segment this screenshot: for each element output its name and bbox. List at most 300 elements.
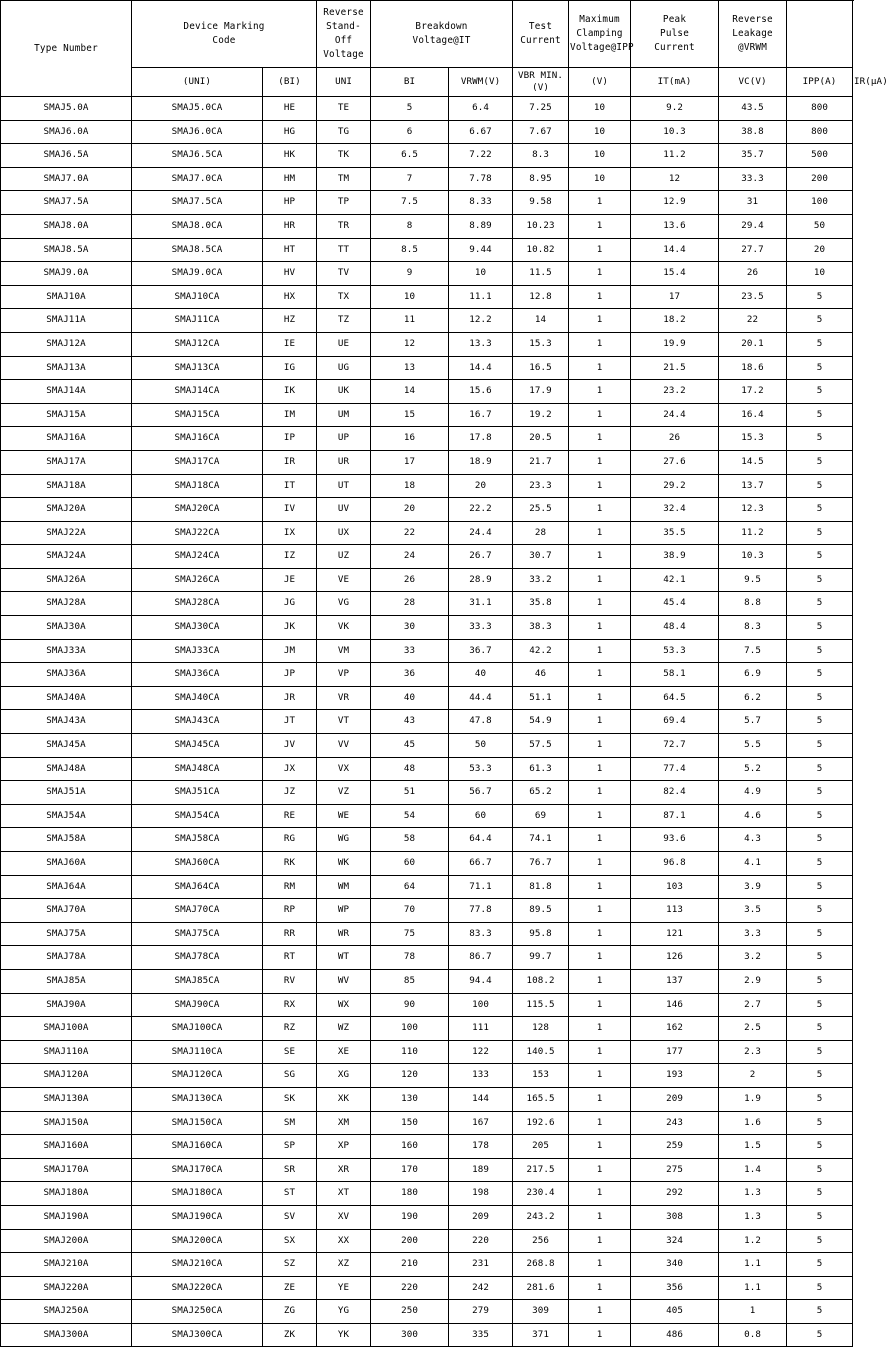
cell-mark-bi: XX [317,1229,371,1253]
table-row [1,804,853,828]
cell-vbr-min: 220 [449,1229,513,1253]
cell-type-uni: SMAJ14A [1,380,132,404]
header-reverse-stand-off-voltage [317,1,371,68]
cell-vrwm: 220 [371,1276,449,1300]
cell-it: 1 [569,238,631,262]
cell-type-uni: SMAJ64A [1,875,132,899]
cell-vbr-max: 95.8 [513,922,569,946]
cell-mark-uni: RK [263,852,317,876]
cell-vbr-max: 23.3 [513,474,569,498]
cell-vc: 27.6 [631,450,719,474]
cell-ipp: 3.9 [719,875,787,899]
cell-ir: 10 [787,262,853,286]
cell-type-uni: SMAJ75A [1,922,132,946]
cell-ipp: 4.9 [719,781,787,805]
cell-it: 1 [569,1229,631,1253]
cell-ipp: 2 [719,1064,787,1088]
cell-mark-uni: RG [263,828,317,852]
cell-ir: 5 [787,1300,853,1324]
cell-ir: 5 [787,781,853,805]
cell-type-bi: SMAJ60CA [132,852,263,876]
cell-ipp: 23.5 [719,285,787,309]
cell-mark-uni: SG [263,1064,317,1088]
cell-vrwm: 110 [371,1040,449,1064]
cell-mark-bi: XR [317,1158,371,1182]
table-row [1,474,853,498]
cell-vrwm: 130 [371,1087,449,1111]
cell-ipp: 14.5 [719,450,787,474]
cell-vbr-max: 205 [513,1135,569,1159]
cell-vbr-max: 140.5 [513,1040,569,1064]
cell-type-uni: SMAJ9.0A [1,262,132,286]
cell-vc: 11.2 [631,144,719,168]
cell-vbr-min: 122 [449,1040,513,1064]
table-row [1,828,853,852]
cell-type-bi: SMAJ30CA [132,616,263,640]
cell-ipp: 1.1 [719,1276,787,1300]
cell-vbr-min: 279 [449,1300,513,1324]
cell-vrwm: 15 [371,403,449,427]
header-line: Reverse [732,14,773,26]
cell-vbr-min: 100 [449,993,513,1017]
cell-ir: 5 [787,309,853,333]
cell-vbr-min: 56.7 [449,781,513,805]
cell-vbr-min: 111 [449,1017,513,1041]
subheader-line: UNI [335,75,352,87]
cell-vbr-min: 14.4 [449,356,513,380]
cell-mark-bi: WR [317,922,371,946]
cell-it: 1 [569,757,631,781]
cell-type-bi: SMAJ75CA [132,922,263,946]
cell-type-bi: SMAJ45CA [132,734,263,758]
cell-mark-bi: XP [317,1135,371,1159]
cell-type-uni: SMAJ6.5A [1,144,132,168]
cell-type-uni: SMAJ220A [1,1276,132,1300]
cell-vbr-max: 281.6 [513,1276,569,1300]
cell-ipp: 2.3 [719,1040,787,1064]
cell-vbr-min: 47.8 [449,710,513,734]
cell-type-uni: SMAJ300A [1,1323,132,1347]
header-line: Pulse [660,28,690,40]
cell-vc: 146 [631,993,719,1017]
cell-vrwm: 16 [371,427,449,451]
cell-vbr-max: 20.5 [513,427,569,451]
cell-mark-bi: XK [317,1087,371,1111]
subheader-vrwm [449,68,513,97]
cell-it: 1 [569,521,631,545]
cell-mark-uni: RM [263,875,317,899]
cell-it: 1 [569,734,631,758]
cell-vc: 113 [631,899,719,923]
cell-vbr-max: 230.4 [513,1182,569,1206]
cell-ir: 200 [787,167,853,191]
cell-vc: 243 [631,1111,719,1135]
cell-ipp: 27.7 [719,238,787,262]
cell-type-uni: SMAJ15A [1,403,132,427]
cell-type-bi: SMAJ190CA [132,1205,263,1229]
cell-ir: 5 [787,285,853,309]
cell-mark-bi: UR [317,450,371,474]
cell-vbr-max: 165.5 [513,1087,569,1111]
cell-vrwm: 90 [371,993,449,1017]
cell-vc: 64.5 [631,686,719,710]
cell-vbr-max: 192.6 [513,1111,569,1135]
cell-mark-uni: JZ [263,781,317,805]
header-line: Code [212,35,236,46]
cell-type-uni: SMAJ16A [1,427,132,451]
cell-mark-bi: WK [317,852,371,876]
cell-ir: 5 [787,332,853,356]
cell-vc: 77.4 [631,757,719,781]
header-line: Type Number [34,42,98,54]
header-line: Breakdown [415,21,468,33]
table-row [1,214,853,238]
cell-it: 10 [569,167,631,191]
cell-mark-bi: XG [317,1064,371,1088]
table-row [1,969,853,993]
cell-vbr-min: 71.1 [449,875,513,899]
cell-mark-bi: TZ [317,309,371,333]
cell-vbr-max: 7.25 [513,97,569,121]
cell-ir: 5 [787,663,853,687]
cell-ipp: 22 [719,309,787,333]
cell-vc: 23.2 [631,380,719,404]
table-row [1,498,853,522]
cell-vbr-min: 36.7 [449,639,513,663]
cell-ipp: 9.5 [719,568,787,592]
cell-type-bi: SMAJ210CA [132,1253,263,1277]
cell-it: 1 [569,1323,631,1347]
cell-mark-uni: HR [263,214,317,238]
cell-type-bi: SMAJ54CA [132,804,263,828]
table-row [1,1040,853,1064]
cell-mark-bi: WZ [317,1017,371,1041]
cell-mark-bi: UP [317,427,371,451]
table-row [1,1205,853,1229]
header-line: Maximum [579,14,620,26]
cell-type-uni: SMAJ33A [1,639,132,663]
cell-mark-bi: VR [317,686,371,710]
cell-vbr-max: 61.3 [513,757,569,781]
cell-type-uni: SMAJ90A [1,993,132,1017]
cell-vbr-max: 309 [513,1300,569,1324]
table-row [1,450,853,474]
cell-type-bi: SMAJ7.0CA [132,167,263,191]
cell-type-uni: SMAJ78A [1,946,132,970]
cell-ir: 5 [787,1017,853,1041]
table-row [1,427,853,451]
cell-type-bi: SMAJ300CA [132,1323,263,1347]
cell-ipp: 6.9 [719,663,787,687]
cell-it: 1 [569,922,631,946]
cell-vbr-min: 50 [449,734,513,758]
header-line: Voltage [323,48,364,60]
cell-vrwm: 7 [371,167,449,191]
table-row [1,946,853,970]
cell-ipp: 12.3 [719,498,787,522]
cell-mark-uni: SP [263,1135,317,1159]
cell-vbr-max: 7.67 [513,120,569,144]
subheader-uni-mark [317,68,371,97]
cell-it: 1 [569,332,631,356]
cell-mark-uni: JT [263,710,317,734]
cell-mark-bi: TM [317,167,371,191]
cell-vrwm: 64 [371,875,449,899]
cell-vbr-min: 64.4 [449,828,513,852]
cell-ir: 5 [787,545,853,569]
cell-vc: 21.5 [631,356,719,380]
cell-it: 1 [569,1205,631,1229]
cell-type-uni: SMAJ250A [1,1300,132,1324]
cell-vbr-max: 10.82 [513,238,569,262]
table-row [1,781,853,805]
cell-type-uni: SMAJ5.0A [1,97,132,121]
cell-it: 1 [569,639,631,663]
cell-vbr-min: 33.3 [449,616,513,640]
cell-vbr-min: 83.3 [449,922,513,946]
cell-mark-bi: UG [317,356,371,380]
cell-vrwm: 210 [371,1253,449,1277]
cell-it: 1 [569,498,631,522]
table-row [1,120,853,144]
cell-vbr-max: 33.2 [513,568,569,592]
cell-vbr-min: 44.4 [449,686,513,710]
cell-vbr-max: 108.2 [513,969,569,993]
subheader-line: IT(mA) [657,75,692,87]
cell-ipp: 5.5 [719,734,787,758]
cell-mark-uni: JM [263,639,317,663]
cell-vbr-min: 24.4 [449,521,513,545]
cell-ipp: 8.3 [719,616,787,640]
table-row [1,403,853,427]
cell-type-bi: SMAJ180CA [132,1182,263,1206]
cell-ir: 5 [787,1040,853,1064]
cell-ir: 5 [787,380,853,404]
cell-vrwm: 170 [371,1158,449,1182]
cell-ir: 5 [787,993,853,1017]
cell-type-uni: SMAJ60A [1,852,132,876]
cell-it: 1 [569,1040,631,1064]
cell-mark-uni: IP [263,427,317,451]
cell-vc: 87.1 [631,804,719,828]
cell-mark-uni: RE [263,804,317,828]
cell-mark-uni: HX [263,285,317,309]
cell-vrwm: 45 [371,734,449,758]
cell-type-bi: SMAJ150CA [132,1111,263,1135]
cell-mark-uni: ZG [263,1300,317,1324]
cell-ir: 5 [787,1276,853,1300]
cell-mark-uni: ZK [263,1323,317,1347]
cell-vbr-max: 35.8 [513,592,569,616]
cell-vbr-max: 8.3 [513,144,569,168]
cell-it: 1 [569,450,631,474]
cell-mark-bi: VP [317,663,371,687]
table-row [1,639,853,663]
cell-mark-bi: UT [317,474,371,498]
cell-vrwm: 17 [371,450,449,474]
cell-mark-uni: JX [263,757,317,781]
cell-type-uni: SMAJ36A [1,663,132,687]
cell-type-bi: SMAJ160CA [132,1135,263,1159]
header-reverse-leakage [719,1,787,68]
table-row [1,521,853,545]
header-line: Voltage@IT [412,35,471,46]
cell-ipp: 18.6 [719,356,787,380]
table-row [1,875,853,899]
cell-vrwm: 60 [371,852,449,876]
cell-mark-bi: YG [317,1300,371,1324]
cell-ipp: 2.5 [719,1017,787,1041]
table-row [1,734,853,758]
cell-it: 1 [569,1158,631,1182]
table-row [1,262,853,286]
cell-it: 1 [569,946,631,970]
cell-mark-uni: IV [263,498,317,522]
table-row [1,238,853,262]
cell-ipp: 15.3 [719,427,787,451]
table-row [1,1182,853,1206]
table-row [1,663,853,687]
cell-vbr-min: 28.9 [449,568,513,592]
cell-it: 1 [569,1253,631,1277]
cell-mark-bi: VM [317,639,371,663]
cell-type-bi: SMAJ26CA [132,568,263,592]
cell-vc: 259 [631,1135,719,1159]
cell-vc: 308 [631,1205,719,1229]
cell-vbr-max: 19.2 [513,403,569,427]
cell-ir: 5 [787,1205,853,1229]
cell-ir: 5 [787,1323,853,1347]
cell-mark-bi: UV [317,498,371,522]
cell-type-bi: SMAJ6.0CA [132,120,263,144]
cell-ir: 5 [787,757,853,781]
cell-ir: 5 [787,1064,853,1088]
cell-vbr-max: 42.2 [513,639,569,663]
cell-type-uni: SMAJ160A [1,1135,132,1159]
table-row [1,757,853,781]
cell-vbr-max: 28 [513,521,569,545]
table-row [1,686,853,710]
cell-type-uni: SMAJ210A [1,1253,132,1277]
cell-vrwm: 28 [371,592,449,616]
cell-vrwm: 12 [371,332,449,356]
cell-type-bi: SMAJ220CA [132,1276,263,1300]
cell-mark-bi: VE [317,568,371,592]
cell-vbr-max: 38.3 [513,616,569,640]
cell-vbr-min: 6.67 [449,120,513,144]
cell-mark-uni: HV [263,262,317,286]
cell-it: 10 [569,144,631,168]
cell-vbr-max: 57.5 [513,734,569,758]
cell-ipp: 1.3 [719,1205,787,1229]
cell-type-bi: SMAJ11CA [132,309,263,333]
table-row [1,993,853,1017]
cell-mark-bi: UE [317,332,371,356]
cell-mark-bi: TK [317,144,371,168]
cell-it: 10 [569,97,631,121]
cell-ipp: 1 [719,1300,787,1324]
cell-ir: 5 [787,734,853,758]
cell-type-bi: SMAJ22CA [132,521,263,545]
cell-vbr-min: 16.7 [449,403,513,427]
cell-vrwm: 33 [371,639,449,663]
cell-mark-uni: IT [263,474,317,498]
cell-vc: 93.6 [631,828,719,852]
cell-vc: 405 [631,1300,719,1324]
cell-type-bi: SMAJ64CA [132,875,263,899]
cell-type-bi: SMAJ58CA [132,828,263,852]
cell-ir: 5 [787,427,853,451]
cell-mark-bi: WE [317,804,371,828]
cell-ipp: 26 [719,262,787,286]
cell-ipp: 31 [719,191,787,215]
cell-type-uni: SMAJ22A [1,521,132,545]
cell-type-bi: SMAJ100CA [132,1017,263,1041]
cell-type-uni: SMAJ200A [1,1229,132,1253]
cell-type-bi: SMAJ110CA [132,1040,263,1064]
cell-mark-bi: WG [317,828,371,852]
cell-vbr-max: 99.7 [513,946,569,970]
subheader-ipp [787,68,853,97]
cell-ir: 5 [787,946,853,970]
cell-it: 1 [569,1276,631,1300]
cell-mark-uni: RT [263,946,317,970]
cell-vc: 10.3 [631,120,719,144]
cell-ir: 5 [787,568,853,592]
cell-mark-bi: UZ [317,545,371,569]
cell-type-uni: SMAJ7.5A [1,191,132,215]
cell-type-uni: SMAJ120A [1,1064,132,1088]
table-row [1,309,853,333]
cell-vbr-min: 66.7 [449,852,513,876]
subheader-line: (BI) [278,75,301,87]
subheader-line: (V) [591,75,608,87]
cell-vbr-min: 189 [449,1158,513,1182]
cell-it: 1 [569,781,631,805]
cell-vrwm: 7.5 [371,191,449,215]
cell-vc: 12 [631,167,719,191]
table-row [1,1323,853,1347]
cell-type-uni: SMAJ6.0A [1,120,132,144]
cell-ipp: 2.7 [719,993,787,1017]
cell-ipp: 1.3 [719,1182,787,1206]
table-row [1,1135,853,1159]
cell-vc: 356 [631,1276,719,1300]
cell-vc: 35.5 [631,521,719,545]
cell-vrwm: 10 [371,285,449,309]
cell-type-uni: SMAJ100A [1,1017,132,1041]
cell-vbr-max: 371 [513,1323,569,1347]
table-row [1,1064,853,1088]
cell-vc: 177 [631,1040,719,1064]
cell-mark-bi: TV [317,262,371,286]
cell-ir: 5 [787,1182,853,1206]
cell-type-uni: SMAJ48A [1,757,132,781]
cell-mark-bi: TP [317,191,371,215]
cell-vbr-min: 11.1 [449,285,513,309]
header-device-marking-code [132,1,317,68]
cell-mark-uni: ZE [263,1276,317,1300]
cell-ipp: 3.2 [719,946,787,970]
cell-vbr-min: 26.7 [449,545,513,569]
cell-mark-uni: HZ [263,309,317,333]
cell-type-uni: SMAJ45A [1,734,132,758]
cell-type-bi: SMAJ20CA [132,498,263,522]
cell-vc: 48.4 [631,616,719,640]
cell-vc: 324 [631,1229,719,1253]
subheader-line: IPP(A) [802,75,837,87]
cell-type-uni: SMAJ24A [1,545,132,569]
